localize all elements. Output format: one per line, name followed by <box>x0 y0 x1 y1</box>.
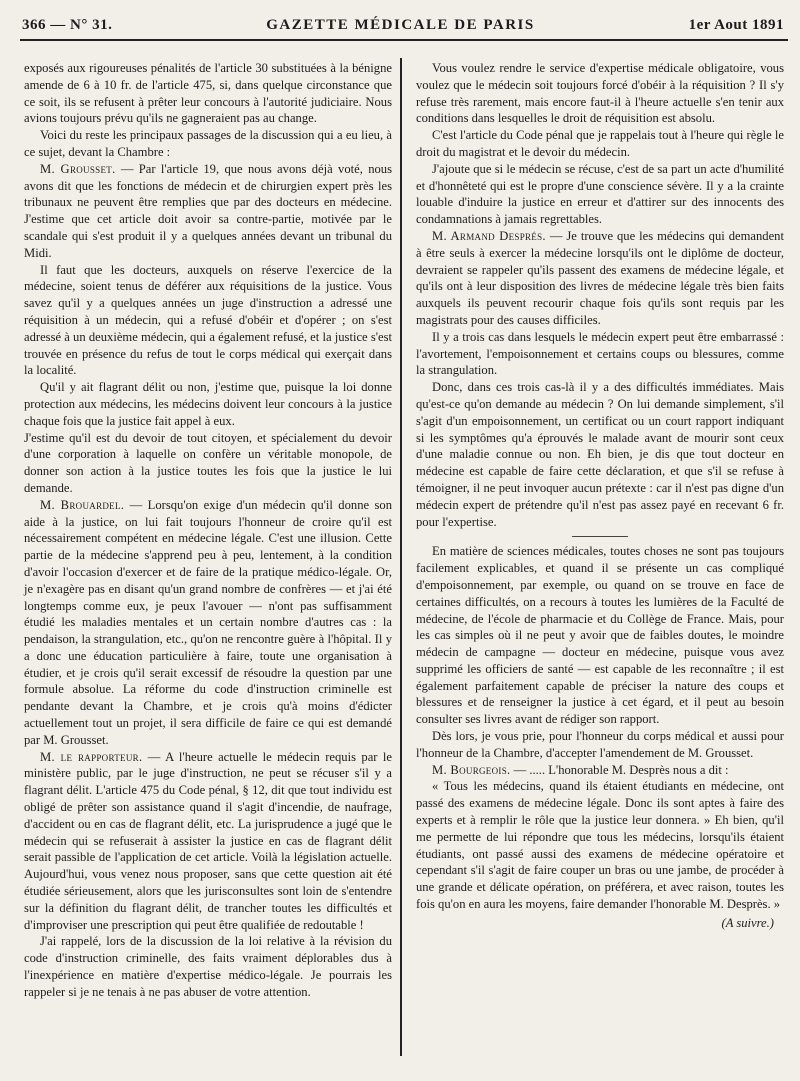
paragraph-text: C'est l'article du Code pénal que je rappelais tout à l'heure qui règle le droit du magistrat et le devoir du médecin. <box>416 128 784 159</box>
paragraph <box>416 728 784 762</box>
paragraph <box>24 497 392 749</box>
left-column <box>24 60 392 1001</box>
paragraph <box>416 379 784 530</box>
paragraph-text: — Lorsqu'on exige d'un médecin qu'il donne son aide à la justice, on lui fait toujours l'honneur de croire qu'il est nécessairement compétent en médecine légale. C'est une illusion. Cette partie de la médecine s'apprend peu à peu, lentement, à la condition d'avoir l'occasion d'exercer et de faire de la pratique médico-légale. Or, je n'exagère pas en disant qu'un grand nombre de confrères — et j'ai été longtemps comme eux, je peux l'avouer — n'ont pas suffisamment étudié les maladies mentales et un certain nombre d'autres cas : la pendaison, la strangulation, etc., qu'on ne rencontre guère à l'hôpital. Il y a donc une éducation particulière à faire, toute une organisation à étudier, et je crois qu'il serait excessif de résoudre la question par une formule absolue. La réforme du code d'instruction criminelle est pendante devant la Chambre, et je crois qu'à moins d'édicter actuellement tout un projet, il sera difficile de faire ce qui est demandé par M. Grousset. <box>24 497 393 747</box>
right-column-part-a <box>416 60 784 530</box>
paragraph-text: Voici du reste les principaux passages de la discussion qui a eu lieu, à ce sujet, devant la Chambre : <box>24 128 392 159</box>
paragraph <box>416 778 784 912</box>
paragraph <box>416 228 784 329</box>
paragraph-text: Dès lors, je vous prie, pour l'honneur du corps médical et aussi pour l'honneur de la Chambre, d'accepter l'amendement de M. Grousset. <box>416 729 784 760</box>
paragraph-text: J'ai rappelé, lors de la discussion de la loi relative à la révision du code d'instruction criminelle, des faits vraiment déplorables dus à l'inexpérience en matière d'expertise médico-légale. Je pourrais les rappeler si je ne tenais à ne pas abuser de votre attention. <box>24 934 392 999</box>
to-be-continued: (A suivre.) <box>721 915 774 930</box>
paragraph <box>416 161 784 228</box>
paragraph-text: — Par l'article 19, que nous avons déjà voté, nous avons dit que les fonctions de médecin et de chirurgien expert près les tribunaux ne peuvent être remplies que par des docteurs en médecine. J'estime que cet article doit avoir sa contre-partie, motivée par le scandale qui s'est produit il y a quelques années devant un tribunal du Midi. <box>24 161 392 260</box>
paragraph <box>416 762 784 779</box>
paragraph <box>24 379 392 429</box>
paragraph-text: Donc, dans ces trois cas-là il y a des difficultés immédiates. Mais qu'est-ce qu'on demande au médecin ? On lui demande simplement, s'il s'agit d'un empoisonnement, un certificat ou un court rapport indiquant si les symptômes qu'a éprouvés le malade avant de mourir sont ceux d'une maladie connue ou non. Eh bien, je dis que tout docteur en médecine est capable de faire cette déclaration, et que s'il se refuse à témoigner, il ne peut invoquer aucun prétexte : car il n'est pas digne d'un médecin expert de prétendre qu'il n'est pas assez payé en recevant 6 fr. pour l'expertise. <box>416 380 784 529</box>
paragraph-text: En matière de sciences médicales, toutes choses ne sont pas toujours facilement explicables, et quand il se présente un cas compliqué d'empoisonnement, par exemple, ou quand on se trouve en face de certaines difficultés, on a recours à toutes les lumières de la Faculté de médecine, de l'école de pharmacie et du Collège de France. Mais, pour les cas simples où il ne peut y avoir que de faibles doutes, le moindre médecin de campagne — docteur en médecine, puisque vous avez supprimé les officiers de santé — est capable de les reconnaître ; il est également parfaitement capable de préciser la nature des coups et blessures et de renseigner la justice à cet égard, et il peut au besoin consulter ses livres avant de rédiger son rapport. <box>416 544 784 727</box>
paragraph <box>416 329 784 379</box>
paragraph <box>416 543 784 728</box>
paragraph-text: J'ajoute que si le médecin se récuse, c'est de sa part un acte d'humilité et d'honnêteté qui est le propre d'une conscience sévère. Il y a la crainte louable d'induire la justice en erreur et d'attirer sur des innocents des condamnations à jamais regrettables. <box>416 161 784 227</box>
paragraph-text: « Tous les médecins, quand ils étaient étudiants en médecine, ont passé des examens de médecine légale. Donc ils sont aptes à faire des experts et à remplir le rôle que la justice leur donnera. » Eh bien, qu'il me permette de lui répondre que tous les médecins, lorsqu'ils étaient étudiants, ont passé aussi des examens de médecine opératoire et cependant s'il s'agit de faire couper un bras ou une jambe, de procéder à une grande et délicate opération, on préférera, et avec raison, toutes les fois qu'on en aura les moyens, faire demander l'honorable M. Desprès. » <box>416 779 784 912</box>
paragraph <box>416 127 784 161</box>
column-divider <box>400 58 402 1056</box>
paragraph <box>24 262 392 380</box>
header-rule <box>20 39 788 41</box>
speaker-name: M. Bourgeois. <box>432 762 511 777</box>
issue-date: 1er Aout 1891 <box>688 16 784 33</box>
paragraph-text: — ..... L'honorable M. Desprès nous a dit : <box>510 762 729 777</box>
paragraph-text: J'estime qu'il est du devoir de tout citoyen, et spécialement du devoir d'une corporation à laquelle on confère un véritable monopole, de donner son action à la justice toutes les fois que la justice le lui demande. <box>24 430 392 495</box>
paragraph-text: Vous voulez rendre le service d'expertise médicale obligatoire, vous voulez que le médecin soit toujours forcé d'obéir à la réquisition ? Il s'y refuse très rarement, mais encore faut-il à l'heure actuelle s'en tenir aux conditions dans lesquelles le droit de réquisition est absolu. <box>416 61 784 126</box>
paragraph-text: — Je trouve que les médecins qui demandent à être seuls à exercer la médecine lorsqu'ils ont le diplôme de docteur, devraient se rappeler qu'ils passent des examens de médecine légale, et qu'ils ont à leur disposition des livres de médecine légale très bien faits auxquels ils peuvent recourir chaque fois qu'ils sont requis par les magistrats pour des causes difficiles. <box>416 228 784 327</box>
issue-number: — N° 31. <box>50 16 113 33</box>
right-column-part-b <box>416 543 784 913</box>
paragraph <box>24 127 392 161</box>
paragraph-text: exposés aux rigoureuses pénalités de l'article 30 substituées à la bénigne amende de 6 à 10 fr. de l'article 475, si, dans quelque circonstance que ce soit, ils se refusent à prêter leur concours à l'autorité judiciaire. Nous avions toujours prévu qu'ils ne gagneraient pas au change. <box>24 61 392 126</box>
page-number: 366 <box>22 16 46 33</box>
speaker-name: M. Armand Després. <box>432 228 546 243</box>
paragraph <box>24 749 392 934</box>
paragraph-text: Qu'il y ait flagrant délit ou non, j'estime que, puisque la loi donne protection aux médecins, les médecins doivent leur concours à la justice chaque fois que la justice fait appel à eux. <box>24 380 392 428</box>
speaker-name: M. le rapporteur. <box>40 749 143 764</box>
paragraph <box>24 933 392 1000</box>
paragraph-text: Il faut que les docteurs, auxquels on réserve l'exercice de la médecine, soient tenus de déférer aux réquisitions de la justice. Vous savez qu'il y a quelques années un juge d'instruction a adressé une réquisition à un médecin, qui a refusé d'obéir et d'opérer ; on s'est adressé à un deuxième médecin, qui a également refusé, et la justice s'est trouvée en présence du refus de tout le corps médical qui exerçait dans la localité. <box>24 262 392 378</box>
speaker-name: M. Brouardel. <box>40 497 125 512</box>
paragraph-text: — A l'heure actuelle le médecin requis par le ministère public, par le juge d'instruction, ne peut se récuser s'il y a flagrant délit. L'article 475 du Code pénal, § 12, dit que tout individu est obligé de prêter son assistance quand il s'agit d'incendie, de naufrage, d'accident ou en cas de flagrant délit, etc. La jurisprudence a jugé que le médecin qui se refuserait à assister la justice en cas de flagrant délit serait passible de l'application de cet article. Voilà la législation actuelle. Aujourd'hui, vous venez nous proposer, sans que cette question ait été étudiée sérieusement, alors que les jurisconsultes sont loin de s'entendre sur la définition du flagrant délit, de trancher toutes les difficultés et d'improviser une prescription qui peut être qualifiée de redoutable ! <box>24 749 392 932</box>
journal-title: GAZETTE MÉDICALE DE PARIS <box>266 16 535 33</box>
right-column <box>416 60 784 932</box>
section-separator <box>572 536 628 537</box>
paragraph <box>24 430 392 497</box>
page-header <box>22 12 784 38</box>
paragraph <box>416 60 784 127</box>
speaker-name: M. Grousset. <box>40 161 116 176</box>
paragraph-text: Il y a trois cas dans lesquels le médecin expert peut être embarrassé : l'avortement, l'empoisonnement et certains coups ou blessures, comme la strangulation. <box>416 329 784 378</box>
page-number-group <box>22 17 112 34</box>
paragraph <box>24 60 392 127</box>
paragraph <box>24 161 392 262</box>
